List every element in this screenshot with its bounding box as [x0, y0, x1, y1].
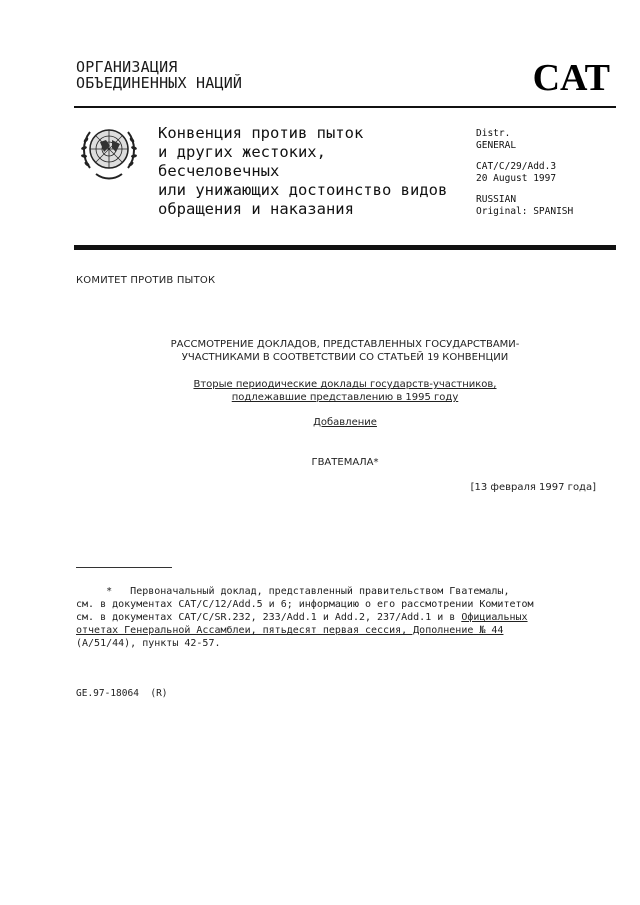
- footnote: [76, 585, 576, 650]
- report-heading-line2: УЧАСТНИКАМИ В СООТВЕТСТВИИ СО СТАТЬЕЙ 19 КОНВЕНЦИИ: [181, 352, 509, 363]
- subheading-line1: Вторые периодические доклады государств-участников,: [193, 379, 497, 390]
- doc-original-language: Original: SPANISH: [476, 205, 574, 217]
- report-subheading: [74, 378, 616, 404]
- distr-label: Distr.: [476, 128, 511, 139]
- header-rule-bottom: [74, 245, 616, 250]
- document-reference: GE.97-18064 (R): [76, 688, 168, 699]
- footnote-line: (A/51/44), пункты 42-57.: [76, 638, 221, 649]
- convention-title-line: обращения и наказания: [158, 200, 354, 218]
- un-emblem-icon: [76, 118, 142, 184]
- committee-name: КОМИТЕТ ПРОТИВ ПЫТОК: [76, 275, 216, 286]
- distribution-block: [476, 128, 573, 217]
- convention-title-line: Конвенция против пыток: [158, 124, 364, 142]
- doc-date: 20 August 1997: [476, 172, 557, 184]
- submission-date: [13 февраля 1997 года]: [470, 482, 596, 493]
- subheading-line2: подлежавшие представлению в 1995 году: [231, 392, 459, 403]
- report-heading-line1: РАССМОТРЕНИЕ ДОКЛАДОВ, ПРЕДСТАВЛЕННЫХ ГОСУДАРСТВАМИ-: [170, 339, 520, 350]
- distr-value: GENERAL: [476, 139, 517, 151]
- org-name-line2: ОБЪЕДИНЕННЫХ НАЦИЙ: [76, 74, 243, 92]
- convention-title-line: и других жестоких,: [158, 143, 326, 161]
- doc-language: RUSSIAN: [476, 194, 517, 205]
- header-rule-top: [74, 106, 616, 108]
- country-name: ГВАТЕМАЛА*: [311, 457, 379, 468]
- footnote-line: см. в документах CAT/C/SR.232, 233/Add.1 и Add.2, 237/Add.1 и в Официальных: [76, 612, 528, 623]
- footnote-line: отчетах Генеральной Ассамблеи, пятьдесят первая сессия, Дополнение № 44: [76, 625, 504, 636]
- report-heading: [74, 338, 616, 364]
- footnote-separator: [76, 567, 172, 568]
- document-symbol-large: CAT: [532, 57, 610, 99]
- addendum-label: Добавление: [313, 417, 377, 428]
- footnote-line: см. в документах CAT/C/12/Add.5 и 6; информацию о его рассмотрении Комитетом: [76, 599, 534, 610]
- convention-title: [158, 124, 478, 219]
- convention-title-line: или унижающих достоинство видов: [158, 181, 448, 199]
- doc-symbol: CAT/C/29/Add.3: [476, 161, 557, 172]
- convention-title-line: бесчеловечных: [158, 162, 280, 180]
- footnote-line: * Первоначальный доклад, представленный правительством Гватемалы,: [76, 586, 510, 597]
- org-name-line1: ОРГАНИЗАЦИЯ: [76, 58, 178, 76]
